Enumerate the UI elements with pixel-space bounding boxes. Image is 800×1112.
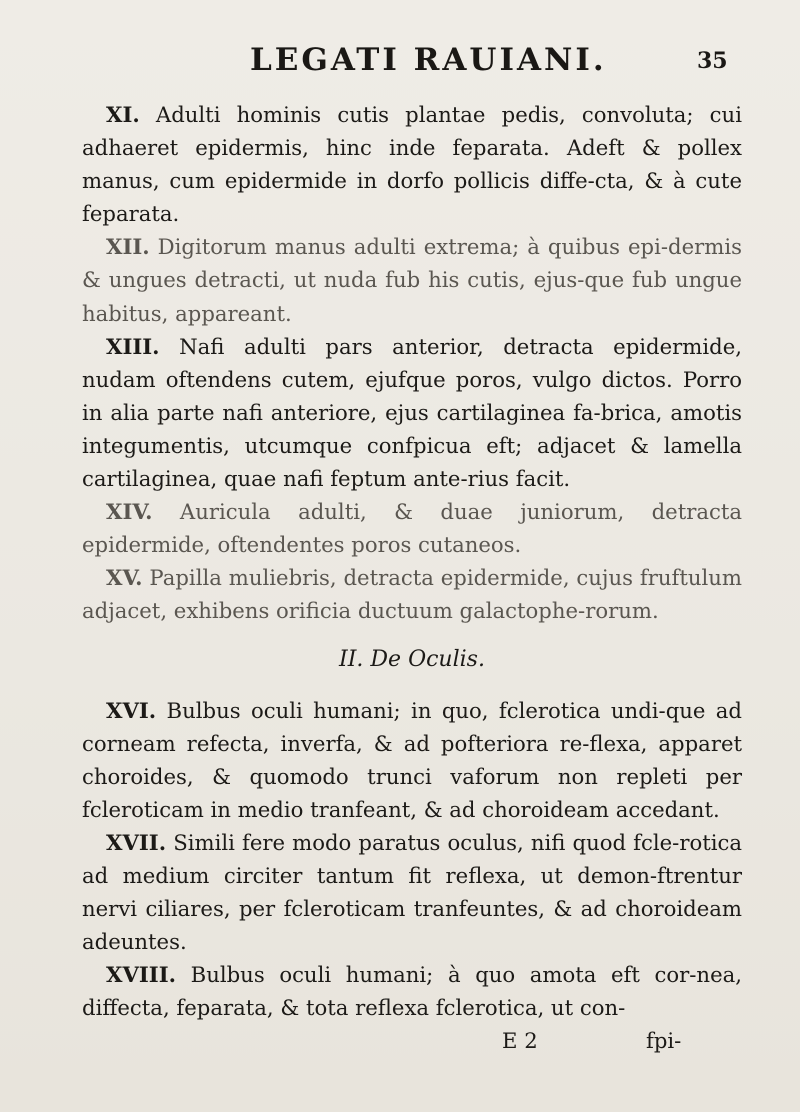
entry-numeral: XIII. xyxy=(106,333,160,359)
entry-text: Simili fere modo paratus oculus, nifi quod fcle-rotica ad medium circiter tantum fit reflexa, ut demon-ftrentur nervi ciliares, per fcleroticam tranfeuntes, & ad choroideam adeuntes. xyxy=(82,829,742,955)
entry-text: Digitorum manus adulti extrema; à quibus epi-dermis & ungues detracti, ut nuda fub his cutis, ejus-que fub ungue habitus, appareant. xyxy=(82,234,742,326)
section-heading: II. De Oculis. xyxy=(339,646,485,672)
entry-text: Bulbus oculi humani; à quo amota eft cor-nea, diffecta, feparata, & tota reflexa fclerotica, ut con- xyxy=(82,962,742,1021)
entry-text: Auricula adulti, & duae juniorum, detracta epidermide, oftendentes poros cutaneos. xyxy=(82,499,742,558)
entry-numeral: XVII. xyxy=(106,829,167,855)
catch-line xyxy=(82,1024,742,1057)
catalog-entry-xiii xyxy=(82,330,742,495)
catalog-entry-xvii xyxy=(82,826,742,958)
entry-numeral: XI. xyxy=(106,102,140,127)
entry-numeral: XVIII. xyxy=(106,962,176,988)
signature-mark: E 2 xyxy=(502,1028,538,1054)
catalog-entry-xviii xyxy=(82,958,742,1024)
running-head xyxy=(0,42,800,82)
catalog-entry-xi xyxy=(82,98,742,230)
page-number: 35 xyxy=(697,48,728,74)
running-title: LEGATI RAUIANI. xyxy=(250,42,607,78)
entry-text: Bulbus oculi humani; in quo, fclerotica undi-que ad corneam refecta, inverfa, & ad pofteriora re-flexa, apparet choroides, & quomodo trunci vaforum non repleti per fcleroticam in medio tranfeant, & ad choroideam accedant. xyxy=(82,697,742,822)
catalog-entry-xii xyxy=(82,230,742,329)
catchword: fpi- xyxy=(646,1028,682,1054)
entry-numeral: XV. xyxy=(106,565,143,591)
catalog-entry-xiv xyxy=(82,495,742,561)
entry-numeral: XIV. xyxy=(106,499,153,525)
entry-text: Nafi adulti pars anterior, detracta epidermide, nudam oftendens cutem, ejufque poros, vulgo dictos. Porro in alia parte nafi anteriore, ejus cartilaginea fa-brica, amotis integumentis, utcumque confpicua eft; adjacet & lamella cartilaginea, quae nafi feptum ante-rius facit. xyxy=(82,333,742,492)
catalog-entry-xvi xyxy=(82,694,742,826)
entry-text: Adulti hominis cutis plantae pedis, convoluta; cui adhaeret epidermis, hinc inde feparata. Adeft & pollex manus, cum epidermide in dorfo pollicis diffe-cta, & à cute feparata. xyxy=(82,102,742,227)
entry-text: Papilla muliebris, detracta epidermide, cujus fruftulum adjacet, exhibens orificia ductuum galactophe-rorum. xyxy=(82,565,742,624)
entry-numeral: XII. xyxy=(106,234,150,260)
body-text xyxy=(82,98,742,1057)
entry-numeral: XVI. xyxy=(106,697,157,723)
catalog-entry-xv xyxy=(82,561,742,627)
